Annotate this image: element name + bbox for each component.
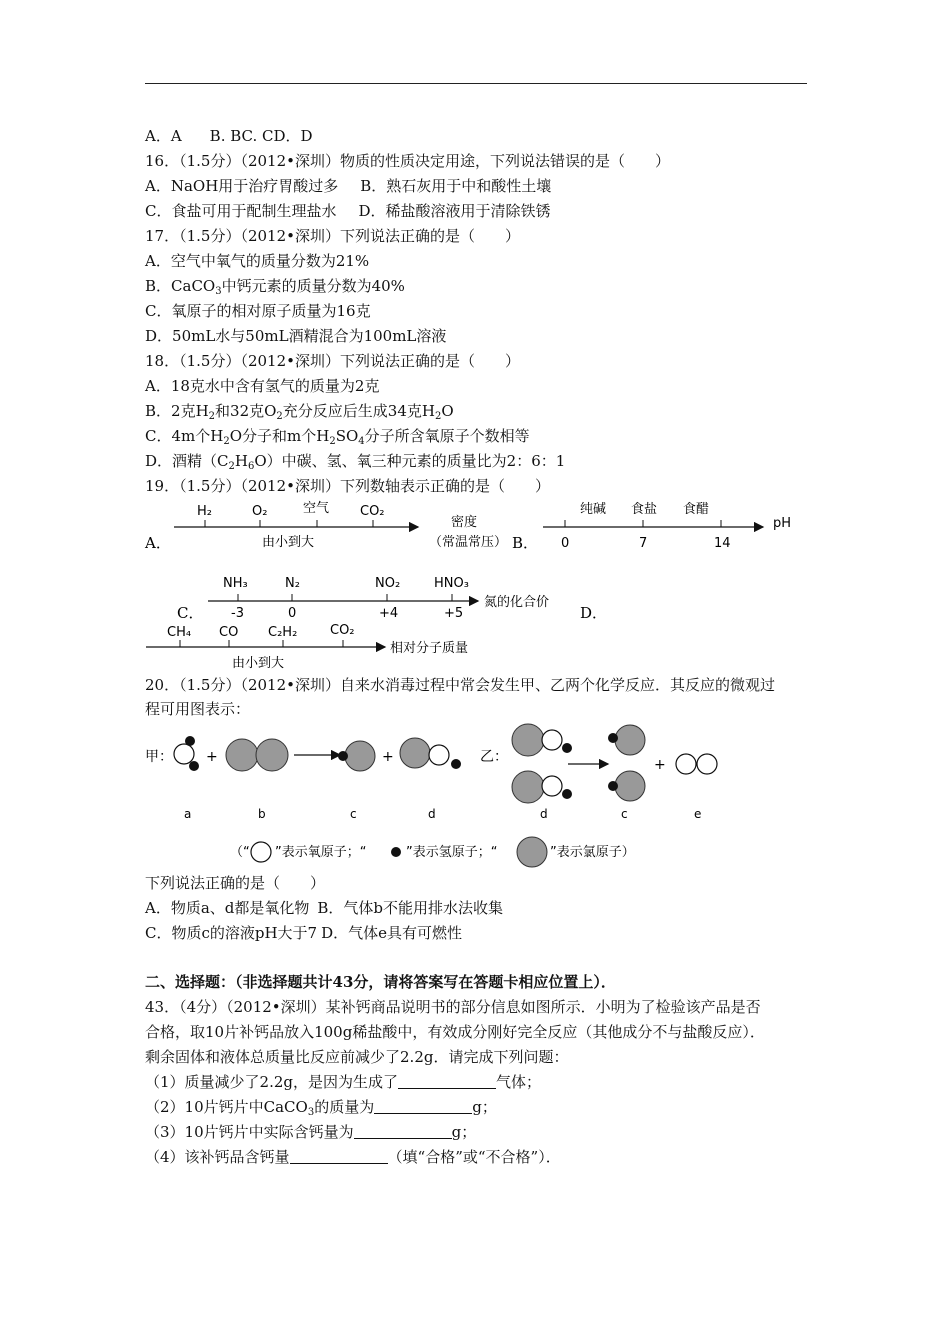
molecule-a — [174, 736, 199, 771]
molecule-c-2 — [608, 771, 645, 801]
q43-part-1: （1）质量减少了2.2g，是因为生成了 气体； — [145, 1073, 542, 1091]
answer-blank-3[interactable] — [354, 1124, 452, 1139]
numberline-c-tick-plus5: +5 — [444, 606, 464, 621]
q16-option-c: C．食盐可用于配制生理盐水 — [145, 202, 337, 220]
q16-option-a: A．NaOH用于治疗胃酸过多 — [145, 177, 339, 195]
svg-text:B．: B． — [512, 534, 539, 552]
answer-blank-2[interactable] — [374, 1099, 472, 1114]
q43-part-2: （2）10片钙片中CaCO$_3$的质量为 g； — [145, 1098, 497, 1118]
reaction-legend — [230, 837, 635, 867]
q15-option-a: A．A — [145, 127, 182, 145]
q16-option-d: D．稀盐酸溶液用于清除铁锈 — [358, 202, 551, 220]
numberline-d-right: 相对分子质量 — [390, 641, 469, 656]
numberline-a-item-o2: O₂ — [252, 504, 268, 519]
numberline-b-item-salt: 食盐 — [631, 502, 658, 517]
svg-text:”表示氯原子）: ”表示氯原子） — [550, 845, 635, 860]
reaction-yi — [480, 724, 717, 821]
numberline-a — [144, 500, 507, 552]
svg-text:”表示氢原子；“: ”表示氢原子；“ — [406, 845, 498, 860]
numberline-b — [512, 501, 791, 552]
svg-text:e: e — [694, 807, 702, 821]
numberline-c-item-hno3: HNO₃ — [434, 576, 469, 591]
answer-blank-4[interactable] — [290, 1149, 388, 1164]
q17-option-b: B．CaCO$_3$中钙元素的质量分数为40% — [145, 277, 405, 297]
numberline-b-right: pH — [773, 516, 792, 531]
numberline-d-label: D． — [580, 604, 608, 622]
q43-line-2: 合格，取10片补钙品放入100g稀盐酸中，有效成分刚好完全反应（其他成分不与盐酸反应）． — [145, 1023, 765, 1041]
molecule-b — [226, 739, 288, 771]
numberline-b-item-soda: 纯碱 — [580, 502, 607, 517]
section-2-heading: 二、选择题：（非选择题共计43分，请将答案写在答题卡相应位置上）． — [145, 973, 616, 991]
numberline-a-item-co2: CO₂ — [360, 504, 385, 519]
q17-stem: 17．（1.5分）（2012•深圳）下列说法正确的是（ ） — [145, 227, 520, 245]
svg-text:d: d — [540, 807, 548, 821]
reaction-jia-labels — [184, 807, 436, 821]
q18-option-b: B．2克$H_2$和32克$O_2$充分反应后生成34克$H_2O$ — [145, 402, 454, 422]
molecule-d — [400, 738, 461, 769]
q20-ask: 下列说法正确的是（ ） — [145, 874, 326, 892]
svg-text:”表示氧原子；“: ”表示氧原子；“ — [275, 845, 367, 860]
numberline-a-right1: 密度 — [451, 515, 478, 530]
molecule-c — [338, 741, 375, 771]
q16-option-b: B．熟石灰用于中和酸性土壤 — [360, 177, 552, 195]
molecule-c-1 — [608, 725, 645, 755]
numberline-c-item-n2: N₂ — [285, 576, 300, 591]
q43-line-3: 剩余固体和液体总质量比反应前减少了2.2g．请完成下列问题： — [145, 1048, 569, 1066]
q20-option-c: C．物质c的溶液pH大于7 — [145, 924, 318, 942]
svg-text:A．: A． — [145, 534, 171, 552]
answer-blank-1[interactable] — [398, 1074, 496, 1089]
svg-text:b: b — [258, 807, 266, 821]
numberline-c-right: 氮的化合价 — [484, 595, 550, 610]
q18-option-c: C．4m个$H_2O$分子和m个$H_2SO_4$分子所含氧原子个数相等 — [145, 427, 530, 447]
reaction-jia-label: 甲： — [145, 749, 173, 765]
q17-option-a: A．空气中氧气的质量分数为21% — [145, 252, 370, 270]
q15-option-rest: B. BC. CD．D — [209, 127, 313, 145]
numberline-b-item-vinegar: 食醋 — [683, 502, 710, 517]
numberline-d-item-c2h2: C₂H₂ — [268, 625, 298, 640]
numberline-c — [177, 576, 607, 622]
svg-text:C．: C． — [177, 604, 204, 622]
q20-options-cd — [145, 923, 462, 943]
numberline-d-item-co2: CO₂ — [330, 623, 355, 638]
q43-line-1: 43．（4分）（2012•深圳）某补钙商品说明书的部分信息如图所示．小明为了检验该产品是否 — [145, 998, 761, 1016]
numberline-d-item-co: CO — [219, 625, 239, 640]
q20-option-a: A．物质a、d都是氧化物 — [145, 899, 310, 917]
svg-text:a: a — [184, 807, 192, 821]
molecule-e — [676, 754, 717, 774]
q20-options-ab — [145, 898, 503, 918]
q17-option-d: D．50mL水与50mL酒精混合为100mL溶液 — [145, 327, 447, 345]
numberline-b-tick-0: 0 — [561, 536, 570, 551]
numberline-c-item-nh3: NH₃ — [223, 576, 248, 591]
numberline-c-tick-plus4: +4 — [379, 606, 399, 621]
numberline-a-under: 由小到大 — [262, 535, 315, 550]
q16-stem: 16．（1.5分）（2012•深圳）物质的性质决定用途，下列说法错误的是（ ） — [145, 152, 670, 170]
q43-part-4: （4）该补钙品含钙量 （填“合格”或“不合格”）． — [145, 1148, 561, 1166]
q17-option-c: C．氧原子的相对原子质量为16克 — [145, 302, 371, 320]
svg-text:c: c — [621, 807, 628, 821]
numberline-a-item-air: 空气 — [303, 501, 330, 516]
svg-text:c: c — [350, 807, 357, 821]
q18-option-d: D．酒精$(C_2H_6O)$中碳、氢、氧三种元素的质量比为2：6：1 — [145, 452, 566, 472]
q18-option-a: A．18克水中含有氢气的质量为2克 — [145, 377, 380, 395]
svg-text:+: + — [654, 757, 666, 773]
numberline-a-right2: （常温常压） — [429, 535, 508, 550]
reaction-jia — [145, 736, 461, 821]
reaction-yi-label: 乙： — [480, 749, 508, 765]
reaction-yi-labels — [540, 807, 701, 821]
q43-part-3: （3）10片钙片中实际含钙量为 g； — [145, 1123, 477, 1141]
numberline-d — [146, 623, 468, 671]
numberline-c-item-no2: NO₂ — [375, 576, 401, 591]
numberline-c-tick-0: 0 — [288, 606, 297, 621]
numberline-b-tick-14: 14 — [714, 536, 731, 551]
numberline-d-item-ch4: CH₄ — [167, 625, 192, 640]
molecule-d-2 — [512, 771, 572, 803]
svg-text:（“: （“ — [230, 845, 250, 860]
q18-stem: 18．（1.5分）（2012•深圳）下列说法正确的是（ ） — [145, 352, 520, 370]
numberline-b-tick-7: 7 — [639, 536, 648, 551]
molecule-d-1 — [512, 724, 572, 756]
numberline-a-item-h2: H₂ — [197, 504, 212, 519]
numberline-c-tick-neg3: -3 — [231, 606, 244, 621]
q20-stem-1: 20．（1.5分）（2012•深圳）自来水消毒过程中常会发生甲、乙两个化学反应．其反应的微观过 — [145, 676, 775, 694]
q20-stem-2: 程可用图表示： — [145, 700, 251, 718]
q19-stem: 19．（1.5分）（2012•深圳）下列数轴表示正确的是（ ） — [145, 477, 550, 495]
svg-text:d: d — [428, 807, 436, 821]
svg-text:+: + — [382, 749, 394, 765]
q20-option-b: B．气体b不能用排水法收集 — [317, 899, 504, 917]
numberline-d-under: 由小到大 — [232, 656, 285, 671]
q20-option-d: D．气体e具有可燃性 — [321, 924, 463, 942]
svg-text:+: + — [206, 749, 218, 765]
